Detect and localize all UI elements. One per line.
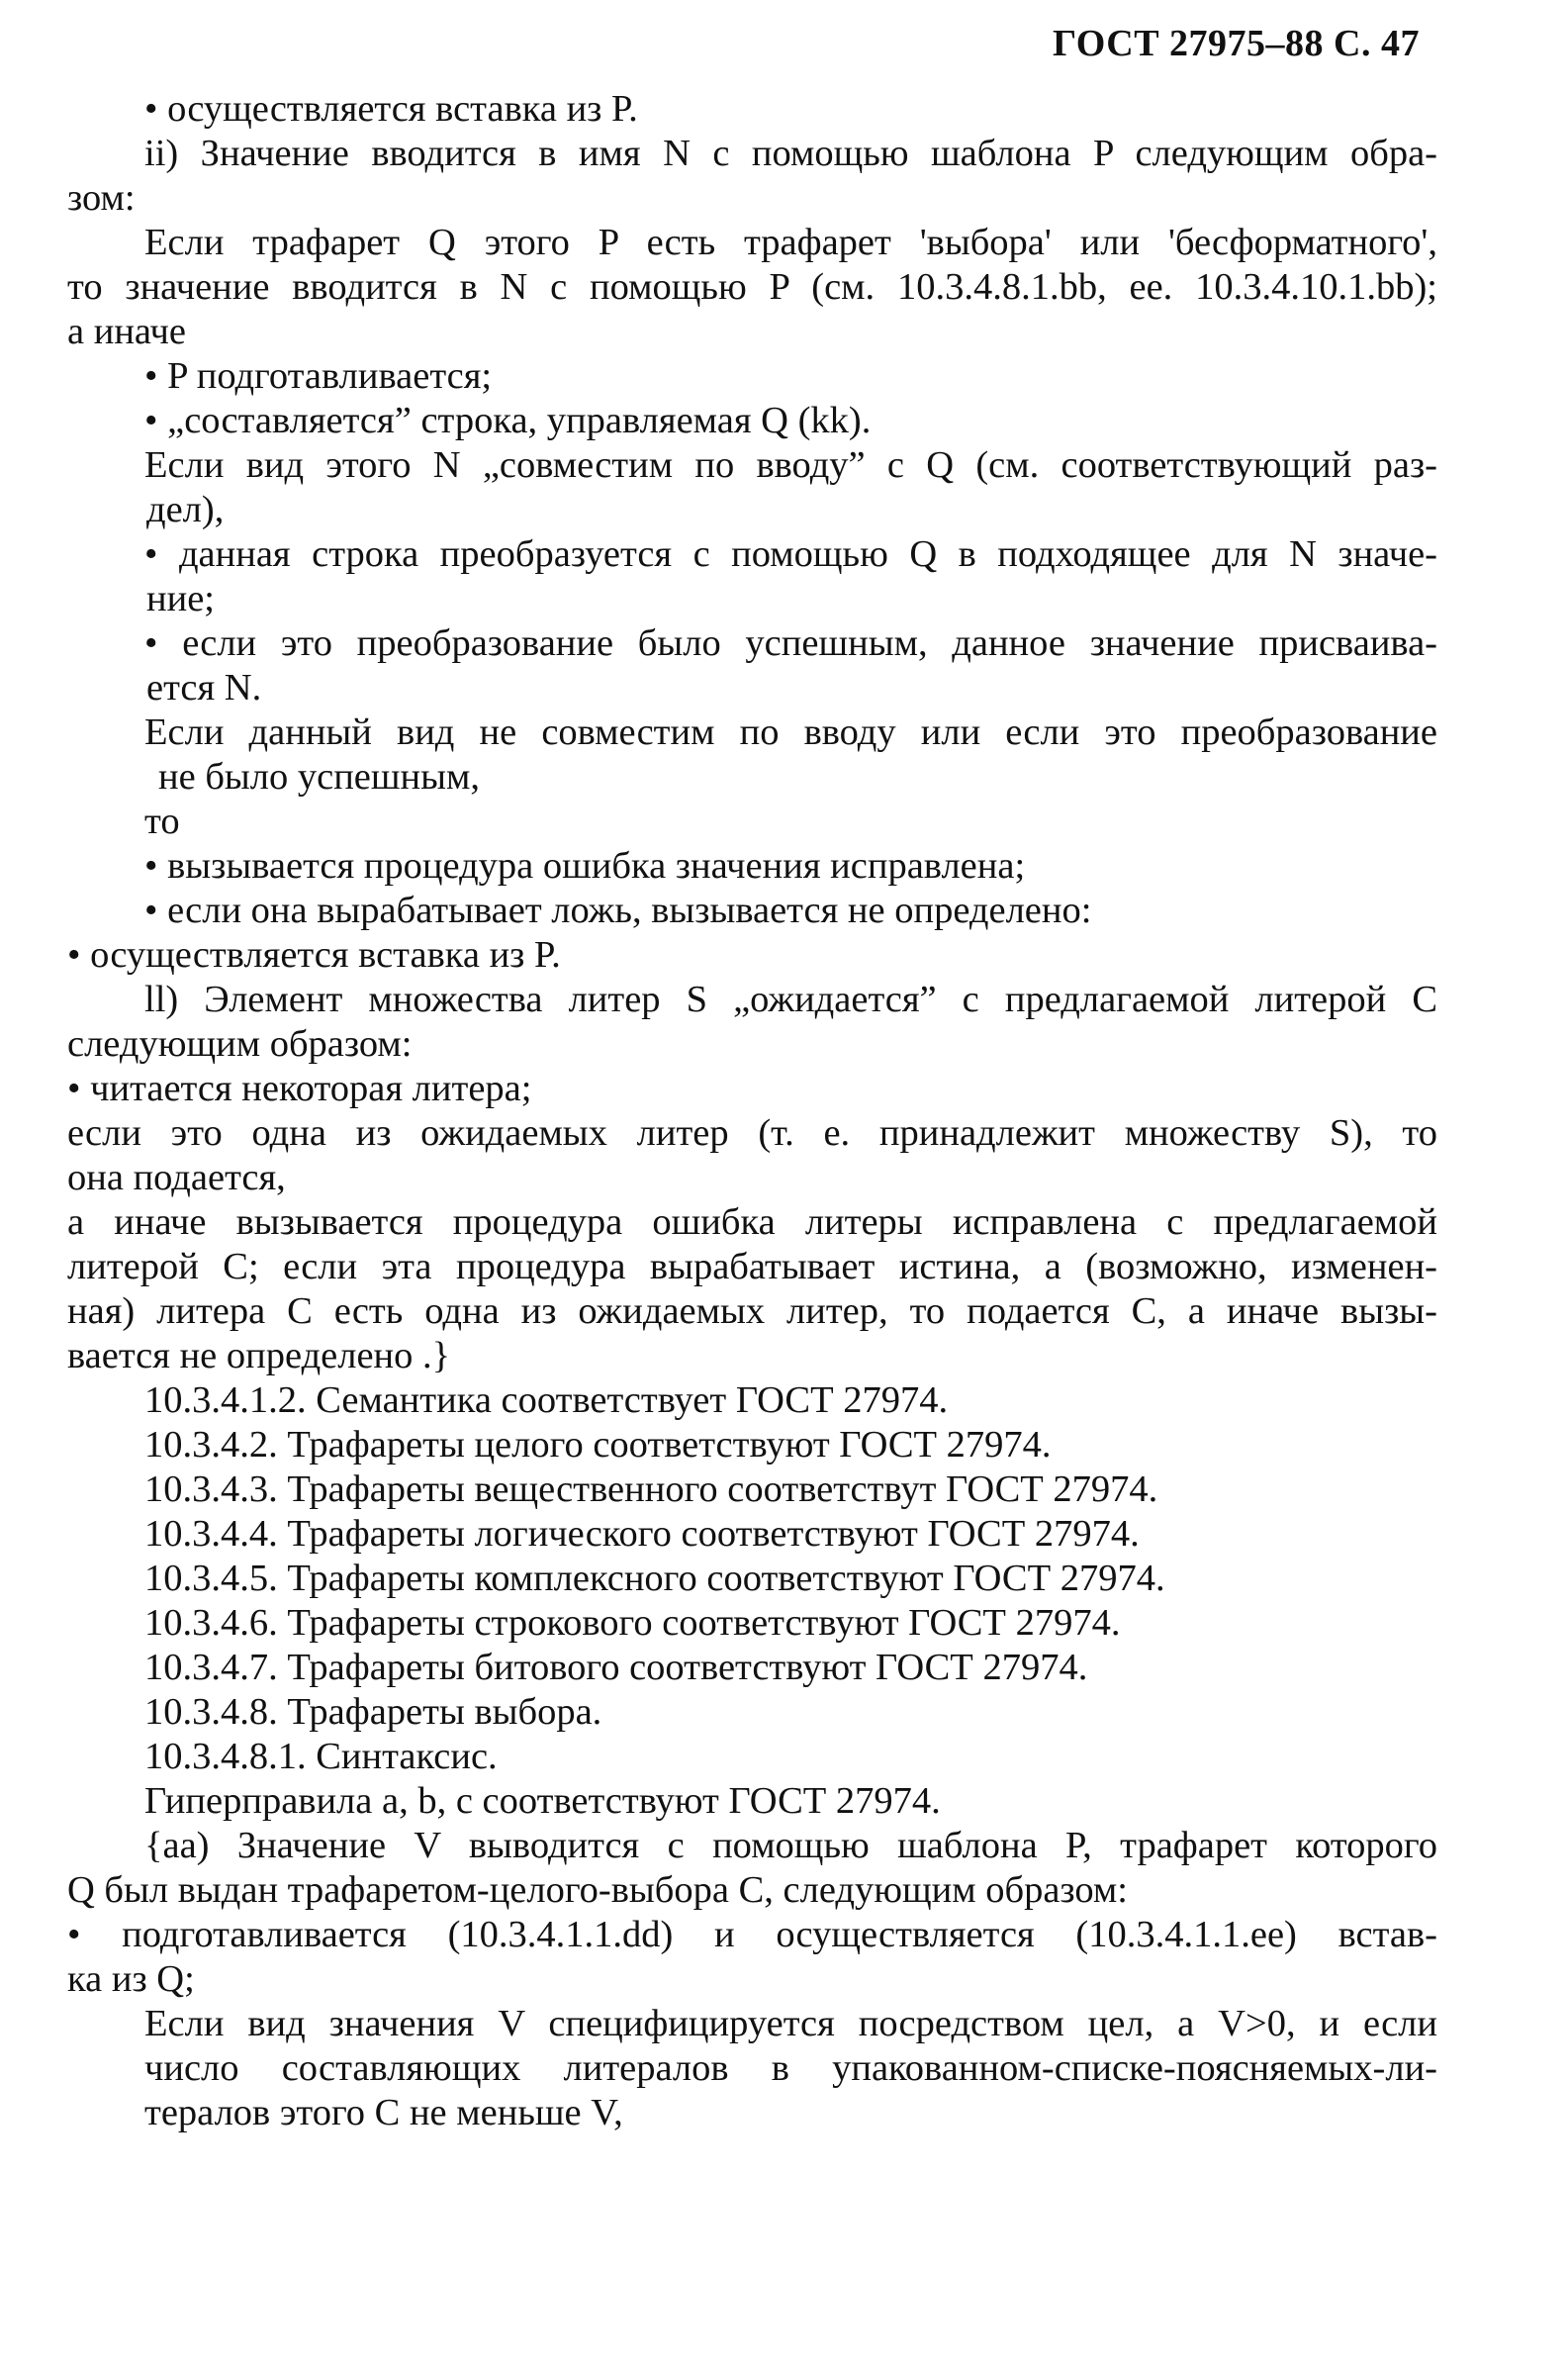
text-line: ние; [146, 578, 215, 619]
text-line: 10.3.4.1.2. Семантика соответствует ГОСТ 27974. [144, 1379, 949, 1421]
text-line: • „составляется” строка, управляемая Q (kk). [144, 400, 872, 441]
text-line: • данная строка преобразуется с помощью Q в подходящее для N значе- [144, 533, 1437, 575]
text-line: если это одна из ожидаемых литер (т. е. принадлежит множеству S), то [67, 1112, 1437, 1154]
text-line: Если вид этого N „совместим по вводу” с Q (см. соответствующий раз- [144, 444, 1437, 486]
text-line: {aa) Значение V выводится с помощью шаблона P, трафарет которого [144, 1825, 1437, 1866]
text-line: число составляющих литералов в упакованном-списке-поясняемых-ли- [144, 2047, 1437, 2089]
text-line: • если она вырабатывает ложь, вызывается не определено: [144, 890, 1092, 931]
text-line: 10.3.4.5. Трафареты комплексного соответствуют ГОСТ 27974. [144, 1558, 1165, 1599]
text-line: ка из Q; [67, 1958, 195, 2000]
text-line: 10.3.4.7. Трафареты битового соответствуют ГОСТ 27974. [144, 1647, 1088, 1688]
text-line: ется N. [146, 667, 262, 709]
text-line: • если это преобразование было успешным, данное значение присваива- [144, 622, 1437, 664]
text-line: 10.3.4.6. Трафареты строкового соответствуют ГОСТ 27974. [144, 1602, 1121, 1644]
text-line: • осуществляется вставка из P. [67, 934, 561, 976]
text-line: вается не определено .} [67, 1335, 451, 1376]
text-line: дел), [146, 489, 225, 530]
text-line: 10.3.4.8. Трафареты выбора. [144, 1691, 602, 1733]
text-line: ная) литера C есть одна из ожидаемых литер, то подается C, а иначе вызы- [67, 1290, 1437, 1332]
text-line: тералов этого C не меньше V, [144, 2092, 623, 2133]
text-line: Гиперправила a, b, c соответствуют ГОСТ 27974. [144, 1780, 941, 1822]
text-line: литерой C; если эта процедура вырабатывает истина, а (возможно, изменен- [67, 1246, 1437, 1287]
text-line: 10.3.4.3. Трафареты вещественного соответствут ГОСТ 27974. [144, 1468, 1158, 1510]
text-line: Если вид значения V специфицируется посредством цел, а V>0, и если [144, 2003, 1437, 2044]
text-line: • подготавливается (10.3.4.1.1.dd) и осуществляется (10.3.4.1.1.ee) встав- [67, 1914, 1437, 1955]
text-line: не было успешным, [158, 756, 480, 798]
text-line: Q был выдан трафаретом-целого-выбора C, следующим образом: [67, 1869, 1128, 1911]
text-line: 10.3.4.8.1. Синтаксис. [144, 1736, 498, 1777]
text-line: а иначе [67, 311, 186, 352]
text-line: 10.3.4.4. Трафареты логического соответствуют ГОСТ 27974. [144, 1513, 1140, 1555]
text-line: 10.3.4.2. Трафареты целого соответствуют ГОСТ 27974. [144, 1424, 1052, 1466]
body-text [67, 87, 1437, 2135]
text-line: Если данный вид не совместим по вводу или если это преобразование [144, 711, 1437, 753]
text-line: • осуществляется вставка из P. [144, 88, 638, 130]
text-line: • P подготавливается; [144, 355, 493, 397]
text-line: она подается, [67, 1157, 286, 1198]
text-line: следующим образом: [67, 1023, 413, 1065]
text-line: ll) Элемент множества литер S „ожидается” с предлагаемой литерой C [144, 979, 1437, 1020]
text-line: • вызывается процедура ошибка значения исправлена; [144, 845, 1026, 887]
page-header: ГОСТ 27975–88 С. 47 [1053, 23, 1420, 64]
text-line: Если трафарет Q этого P есть трафарет 'выбора' или 'бесформатного', [144, 222, 1437, 263]
text-line: то значение вводится в N с помощью P (см. 10.3.4.8.1.bb, ее. 10.3.4.10.1.bb); [67, 266, 1437, 308]
text-line: • читается некоторая литера; [67, 1068, 532, 1109]
text-line: ii) Значение вводится в имя N с помощью шаблона P следующим обра- [144, 133, 1437, 174]
text-line: то [144, 801, 180, 842]
text-line: зом: [67, 177, 136, 219]
text-line: а иначе вызывается процедура ошибка литеры исправлена с предлагаемой [67, 1201, 1437, 1243]
